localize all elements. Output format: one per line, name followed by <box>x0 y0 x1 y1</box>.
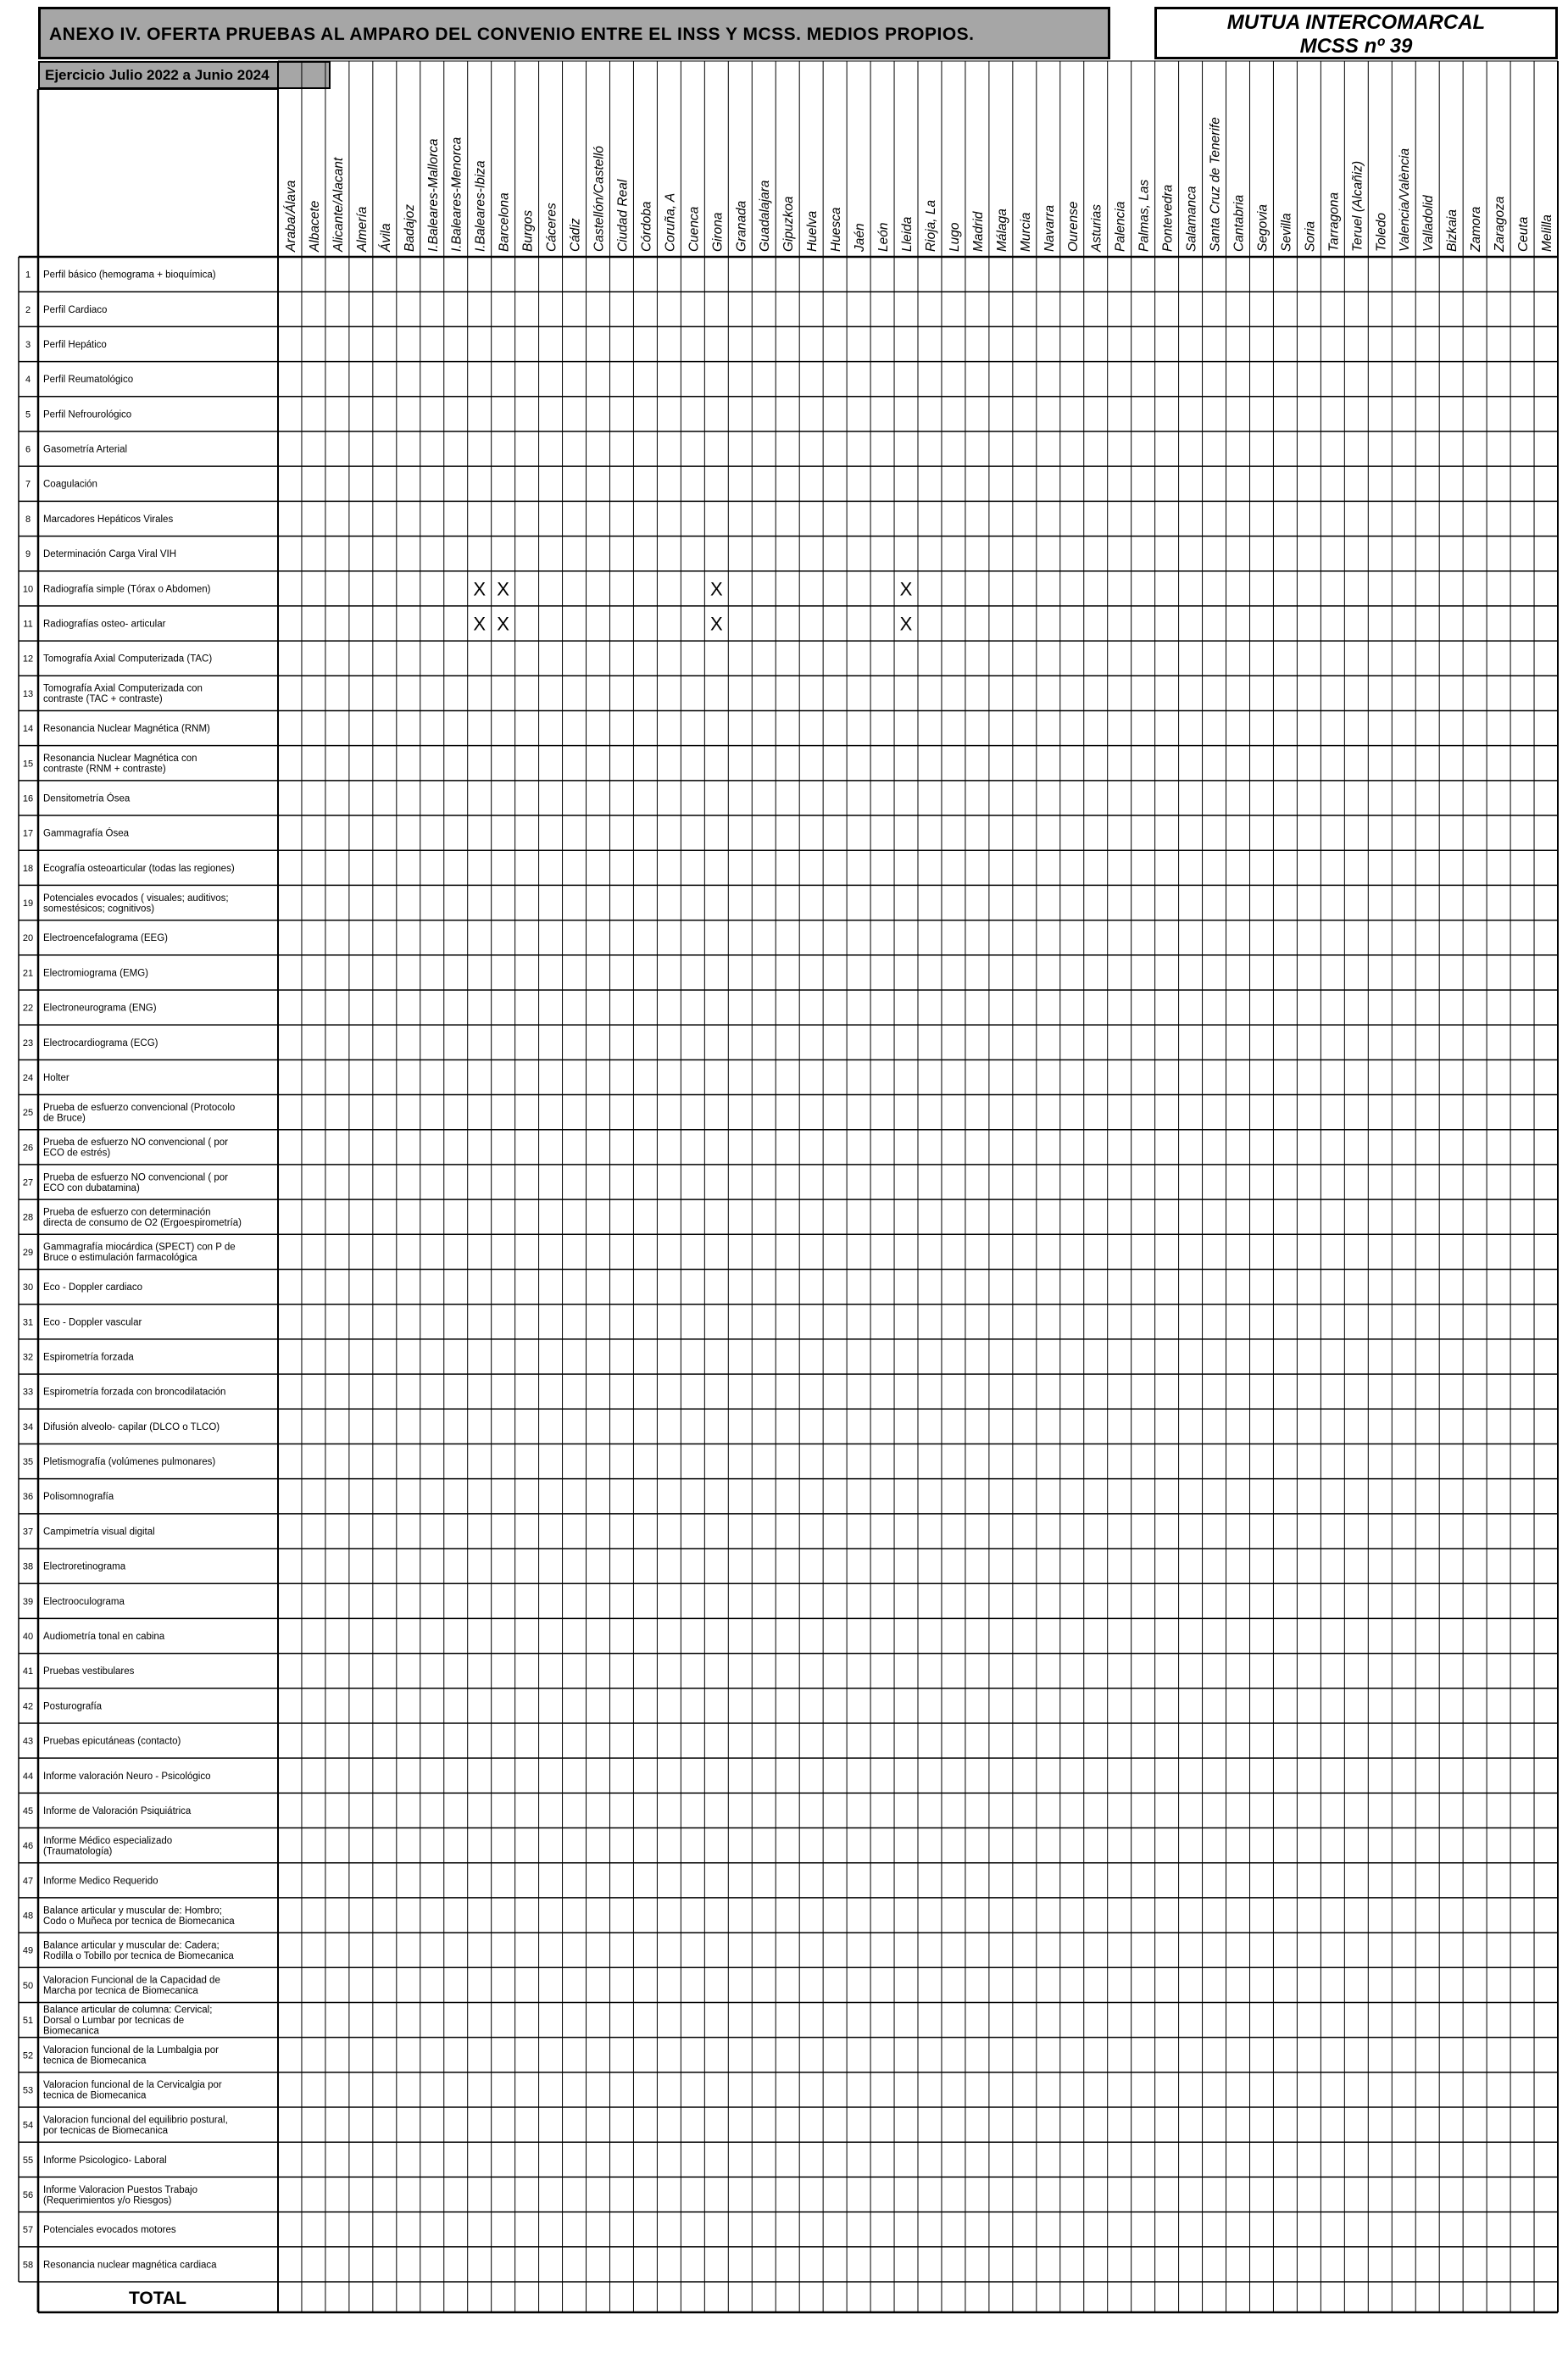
test-description: de Bruce) <box>43 1113 86 1124</box>
test-description: Campimetría visual digital <box>43 1527 155 1538</box>
table-row <box>23 893 229 915</box>
test-description: tecnica de Biomecanica <box>43 2090 147 2101</box>
test-description: Informe valoración Neuro - Psicológico <box>43 1771 211 1782</box>
test-description: Informe Psicologico- Laboral <box>43 2155 167 2166</box>
test-description: Prueba de esfuerzo convencional (Protocolo <box>43 1102 236 1113</box>
province-column-label: I.Baleares-Ibiza <box>473 160 488 252</box>
province-column-label: Lugo <box>947 222 962 252</box>
province-column-label: Granada <box>734 200 749 252</box>
province-column-label: I.Baleares-Mallorca <box>425 138 441 252</box>
table-row <box>23 1492 114 1502</box>
test-number: 11 <box>23 619 33 630</box>
test-description: Balance articular de columna: Cervical; <box>43 2005 213 2016</box>
test-description: Electromiograma (EMG) <box>43 968 148 979</box>
test-description: Audiometría tonal en cabina <box>43 1631 165 1642</box>
table-row <box>23 2260 217 2270</box>
province-column-label: Melilla <box>1540 214 1555 252</box>
test-number: 47 <box>22 1876 34 1887</box>
table-row <box>23 584 211 594</box>
province-column-label: Albacete <box>307 200 322 252</box>
table-row <box>23 724 210 734</box>
table-row <box>23 1666 135 1677</box>
test-number: 33 <box>22 1387 34 1398</box>
test-description: Difusión alveolo- capilar (DLCO o TLCO) <box>43 1421 220 1432</box>
test-description: Gammagrafía Ósea <box>43 828 129 839</box>
province-column-label: Ávila <box>378 223 393 252</box>
test-description: Ecografía osteoarticular (todas las regiones) <box>43 863 235 874</box>
test-description: Perfil básico (hemograma + bioquímica) <box>43 270 216 281</box>
test-number: 49 <box>22 1945 34 1956</box>
table-row <box>23 2115 228 2136</box>
test-description: Balance articular y muscular de: Cadera; <box>43 1940 220 1951</box>
table-row <box>23 1701 103 1711</box>
table-row <box>25 480 97 490</box>
test-description: Informe Valoracion Puestos Trabajo <box>43 2184 197 2195</box>
test-description: Rodilla o Tobillo por tecnica de Biomecanica <box>43 1950 234 1961</box>
table-row <box>23 1806 192 1816</box>
test-number: 43 <box>22 1736 34 1747</box>
test-number: 54 <box>22 2120 34 2131</box>
test-description: Informe Médico especializado <box>43 1835 173 1846</box>
province-column-label: Palencia <box>1113 201 1128 252</box>
table-row <box>23 1737 181 1747</box>
province-column-label: Pontevedra <box>1160 184 1176 252</box>
test-description: Tomografía Axial Computerizada (TAC) <box>43 654 213 665</box>
test-number: 16 <box>22 793 34 804</box>
province-column-label: Navarra <box>1042 204 1057 252</box>
province-column-label: Segovia <box>1255 203 1271 252</box>
test-number: 42 <box>22 1701 34 1712</box>
test-description: Perfil Nefrourológico <box>43 409 132 420</box>
test-number: 10 <box>22 584 34 595</box>
test-number: 36 <box>22 1492 34 1503</box>
test-number: 27 <box>22 1177 34 1188</box>
test-number: 57 <box>22 2225 34 2236</box>
test-description: Espirometría forzada con broncodilatación <box>43 1387 226 1398</box>
province-column-label: Guadalajara <box>758 180 773 252</box>
test-number: 23 <box>22 1037 34 1049</box>
province-column-label: Rioja, La <box>923 199 938 252</box>
test-number: 37 <box>22 1527 34 1538</box>
test-number: 9 <box>25 549 31 560</box>
table-row <box>23 2185 197 2206</box>
test-description: Eco - Doppler vascular <box>43 1317 142 1328</box>
test-description: Prueba de esfuerzo NO convencional ( por <box>43 1172 228 1183</box>
table-row <box>23 754 197 775</box>
test-description: contraste (TAC + contraste) <box>43 694 163 705</box>
test-description: Potenciales evocados ( visuales; auditivos; <box>43 893 229 904</box>
test-number: 21 <box>22 968 34 979</box>
province-column-label: Palmas, Las <box>1137 179 1152 252</box>
table-row <box>23 1103 235 1124</box>
table-row <box>25 270 216 281</box>
province-column-label: Sevilla <box>1279 213 1294 252</box>
test-number: 55 <box>22 2155 34 2166</box>
province-column-label: Coruña, A <box>663 192 678 252</box>
table-row <box>23 1388 226 1398</box>
table-row <box>23 933 168 943</box>
test-number: 17 <box>22 828 34 839</box>
table-row <box>23 968 148 978</box>
table-row <box>23 684 203 705</box>
province-column-label: Castellón/Castelló <box>592 146 607 252</box>
province-column-label: Huelva <box>805 210 820 252</box>
table-row <box>23 1905 235 1927</box>
test-description: ECO de estrés) <box>43 1148 111 1159</box>
test-number: 44 <box>22 1771 34 1782</box>
period-label: Ejercicio Julio 2022 a Junio 2024 <box>45 67 270 83</box>
table-row <box>23 2080 222 2101</box>
test-number: 25 <box>22 1108 34 1119</box>
test-number: 28 <box>22 1212 34 1223</box>
availability-mark: X <box>709 613 723 635</box>
test-description: Resonancia nuclear magnética cardiaca <box>43 2260 217 2271</box>
test-description: Resonancia Nuclear Magnética (RNM) <box>43 724 210 735</box>
mutua-name: MUTUA INTERCOMARCAL <box>1226 11 1486 34</box>
table-row <box>23 1772 211 1782</box>
test-description: por tecnicas de Biomecanica <box>43 2125 169 2136</box>
test-number: 51 <box>22 2016 34 2027</box>
availability-mark: X <box>473 578 487 600</box>
province-column-label: Ciudad Real <box>615 179 631 252</box>
test-description: Eco - Doppler cardiaco <box>43 1282 142 1293</box>
province-column-label: Soria <box>1303 220 1318 252</box>
test-number: 19 <box>22 898 34 909</box>
mutua-registry-number: MCSS nº 39 <box>1299 35 1413 58</box>
test-number: 34 <box>22 1421 34 1432</box>
test-number: 14 <box>22 724 34 735</box>
table-row <box>23 1352 134 1362</box>
province-column-label: Cádiz <box>568 218 583 252</box>
province-column-label: Málaga <box>994 209 1009 252</box>
province-column-label: León <box>876 222 892 252</box>
table-row <box>23 1138 228 1159</box>
province-column-label: I.Baleares-Menorca <box>449 136 464 252</box>
table-row <box>23 2045 219 2067</box>
test-description: Perfil Hepático <box>43 339 107 350</box>
test-description: Balance articular y muscular de: Hombro; <box>43 1905 222 1916</box>
table-row <box>23 1073 70 1083</box>
test-number: 31 <box>22 1317 34 1328</box>
table-row <box>25 375 133 385</box>
test-description: Prueba de esfuerzo NO convencional ( por <box>43 1138 228 1149</box>
test-number: 5 <box>25 409 31 420</box>
table-row <box>23 2156 167 2166</box>
province-column-label: Ceuta <box>1516 216 1532 252</box>
province-column-label: Cuenca <box>687 206 702 252</box>
table-row <box>23 1172 228 1193</box>
province-column-label: Murcia <box>1018 212 1033 252</box>
test-number: 2 <box>25 304 31 315</box>
test-number: 7 <box>25 479 31 490</box>
province-column-label: Badajoz <box>402 203 417 252</box>
province-column-label: Jaén <box>853 223 868 252</box>
test-number: 32 <box>22 1352 34 1363</box>
test-number: 15 <box>22 759 34 770</box>
province-column-label: Almería <box>354 206 370 252</box>
table-row <box>23 2005 213 2037</box>
test-number: 26 <box>22 1143 34 1154</box>
table-row <box>23 1422 220 1432</box>
table-row <box>23 864 235 874</box>
availability-mark: X <box>497 578 509 600</box>
test-description: Perfil Reumatológico <box>43 375 134 386</box>
province-column-label: Valladolid <box>1421 195 1437 252</box>
province-column-label: Cantabria <box>1232 194 1247 252</box>
test-description: Valoracion funcional del equilibrio postural, <box>43 2115 228 2126</box>
province-column-label: Alicante/Alacant <box>331 157 346 252</box>
test-number: 18 <box>22 863 34 874</box>
table-row <box>23 1876 158 1886</box>
test-number: 38 <box>22 1561 34 1572</box>
test-description: Informe de Valoración Psiquiátrica <box>43 1805 192 1816</box>
province-column-label: Santa Cruz de Tenerife <box>1208 117 1223 252</box>
test-description: Coagulación <box>43 479 97 490</box>
test-number: 39 <box>22 1596 34 1607</box>
province-column-label: Tarragona <box>1326 192 1342 252</box>
test-number: 56 <box>22 2190 34 2201</box>
test-description: somestésicos; cognitivos) <box>43 904 155 915</box>
test-description: (Traumatología) <box>43 1846 113 1857</box>
province-column-label: Burgos <box>520 209 536 252</box>
test-description: Bruce o estimulación farmacológica <box>43 1253 197 1264</box>
test-description: Gammagrafía miocárdica (SPECT) con P de <box>43 1242 236 1253</box>
test-description: Pruebas epicutáneas (contacto) <box>43 1736 181 1747</box>
test-description: Gasometría Arterial <box>43 444 128 455</box>
test-number: 50 <box>22 1980 34 1991</box>
test-number: 52 <box>22 2050 34 2061</box>
total-label: TOTAL <box>128 2289 187 2308</box>
test-description: Holter <box>43 1072 70 1083</box>
test-description: Valoracion Funcional de la Capacidad de <box>43 1975 220 1986</box>
table-row <box>25 445 127 455</box>
table-row <box>23 654 212 665</box>
table-row <box>25 409 131 420</box>
availability-mark: X <box>899 613 913 635</box>
table-row <box>23 1317 142 1327</box>
test-number: 1 <box>25 270 31 281</box>
table-row <box>23 1976 220 1997</box>
province-column-label: Valencia/València <box>1398 147 1413 252</box>
province-column-label: Araba/Álava <box>283 180 298 252</box>
availability-mark: X <box>899 578 913 600</box>
table-row <box>25 549 176 559</box>
test-description: Determinación Carga Viral VIH <box>43 549 177 560</box>
test-number: 13 <box>22 688 34 699</box>
test-number: 53 <box>22 2085 34 2096</box>
province-column-label: Lleida <box>900 216 915 252</box>
test-number: 20 <box>22 933 34 944</box>
province-column-label: Madrid <box>970 211 986 252</box>
table-row <box>23 1836 172 1857</box>
province-column-label: Cáceres <box>544 203 559 252</box>
province-column-label: Ourense <box>1065 201 1081 252</box>
test-number: 45 <box>22 1805 34 1816</box>
test-number: 41 <box>22 1666 34 1677</box>
test-description: Resonancia Nuclear Magnética con <box>43 754 197 764</box>
province-column-label: Salamanca <box>1184 186 1199 252</box>
table-row <box>23 1940 235 1961</box>
table-row <box>23 619 165 629</box>
test-number: 8 <box>25 514 31 525</box>
availability-mark: X <box>497 613 509 635</box>
table-row <box>23 1457 216 1467</box>
test-description: Codo o Muñeca por tecnica de Biomecanica <box>43 1916 235 1927</box>
availability-mark: X <box>473 613 487 635</box>
test-description: directa de consumo de O2 (Ergoespirometría) <box>43 1217 242 1228</box>
test-description: Radiografías osteo- articular <box>43 619 166 630</box>
test-description: Biomecanica <box>43 2026 99 2037</box>
test-number: 22 <box>22 1003 34 1014</box>
test-description: Perfil Cardiaco <box>43 304 108 315</box>
province-column-label: Barcelona <box>497 192 512 252</box>
test-number: 48 <box>22 1911 34 1922</box>
test-description: Electroneurograma (ENG) <box>43 1003 157 1014</box>
test-description: Polisomnografía <box>43 1492 114 1503</box>
test-number: 6 <box>25 444 31 455</box>
test-number: 30 <box>22 1282 34 1293</box>
test-number: 12 <box>22 654 34 665</box>
test-description: Informe Medico Requerido <box>43 1876 158 1887</box>
test-description: Electroencefalograma (EEG) <box>43 933 169 944</box>
table-row <box>23 1527 155 1537</box>
test-description: Pletismografía (volúmenes pulmonares) <box>43 1457 216 1468</box>
test-description: Radiografía simple (Tórax o Abdomen) <box>43 584 211 595</box>
test-description: Dorsal o Lumbar por tecnicas de <box>43 2016 185 2027</box>
test-number: 24 <box>22 1072 34 1083</box>
table-row <box>23 1038 158 1049</box>
test-description: Marcha por tecnica de Biomecanica <box>43 1986 198 1997</box>
test-number: 4 <box>25 375 31 386</box>
test-description: Prueba de esfuerzo con determinación <box>43 1207 211 1218</box>
test-number: 35 <box>22 1457 34 1468</box>
province-column-label: Gipuzkoa <box>781 196 797 252</box>
province-column-label: Asturias <box>1089 204 1104 252</box>
test-number: 3 <box>25 339 31 350</box>
test-description: Electrooculograma <box>43 1596 125 1607</box>
test-description: Densitometría Ósea <box>43 793 131 804</box>
test-number: 58 <box>22 2260 34 2271</box>
table-row <box>23 1632 165 1642</box>
province-column-label: Zamora <box>1469 206 1484 252</box>
table-row <box>23 1004 157 1014</box>
test-number: 40 <box>22 1631 34 1642</box>
test-number: 29 <box>22 1247 34 1258</box>
test-description: Electroretinograma <box>43 1561 126 1572</box>
test-description: Espirometría forzada <box>43 1352 134 1363</box>
test-description: Pruebas vestibulares <box>43 1666 135 1677</box>
province-header-row <box>284 117 1554 253</box>
test-description: (Requerimientos y/o Riesgos) <box>43 2195 172 2206</box>
table-row <box>25 515 174 525</box>
test-description: Electrocardiograma (ECG) <box>43 1037 158 1049</box>
test-description: Tomografía Axial Computerizada con <box>43 683 203 694</box>
table-row <box>23 1243 236 1264</box>
test-description: contraste (RNM + contraste) <box>43 764 166 775</box>
test-description: Marcadores Hepáticos Virales <box>43 514 174 525</box>
table-row <box>23 2225 176 2235</box>
test-rows <box>23 270 242 2271</box>
test-description: Posturografía <box>43 1701 103 1712</box>
test-description: tecnica de Biomecanica <box>43 2055 147 2067</box>
province-column-label: Bizkaia <box>1445 209 1460 252</box>
test-number: 46 <box>22 1841 34 1852</box>
test-description: Potenciales evocados motores <box>43 2225 176 2236</box>
table-row <box>23 1282 142 1293</box>
province-column-label: Girona <box>710 212 726 252</box>
test-description: ECO con dubatamina) <box>43 1182 140 1193</box>
table-row <box>23 1207 242 1228</box>
province-column-label: Huesca <box>829 207 844 252</box>
province-column-label: Córdoba <box>639 201 654 252</box>
test-description: Valoracion funcional de la Lumbalgia por <box>43 2045 219 2056</box>
province-column-label: Zaragoza <box>1493 196 1508 252</box>
document-title: ANEXO IV. OFERTA PRUEBAS AL AMPARO DEL CONVENIO ENTRE EL INSS Y MCSS. MEDIOS PROPIOS. <box>49 25 975 44</box>
availability-mark: X <box>709 578 723 600</box>
province-column-label: Toledo <box>1374 213 1389 252</box>
test-description: Valoracion funcional de la Cervicalgia por <box>43 2080 222 2091</box>
province-column-label: Teruel (Alcañiz) <box>1350 160 1365 252</box>
